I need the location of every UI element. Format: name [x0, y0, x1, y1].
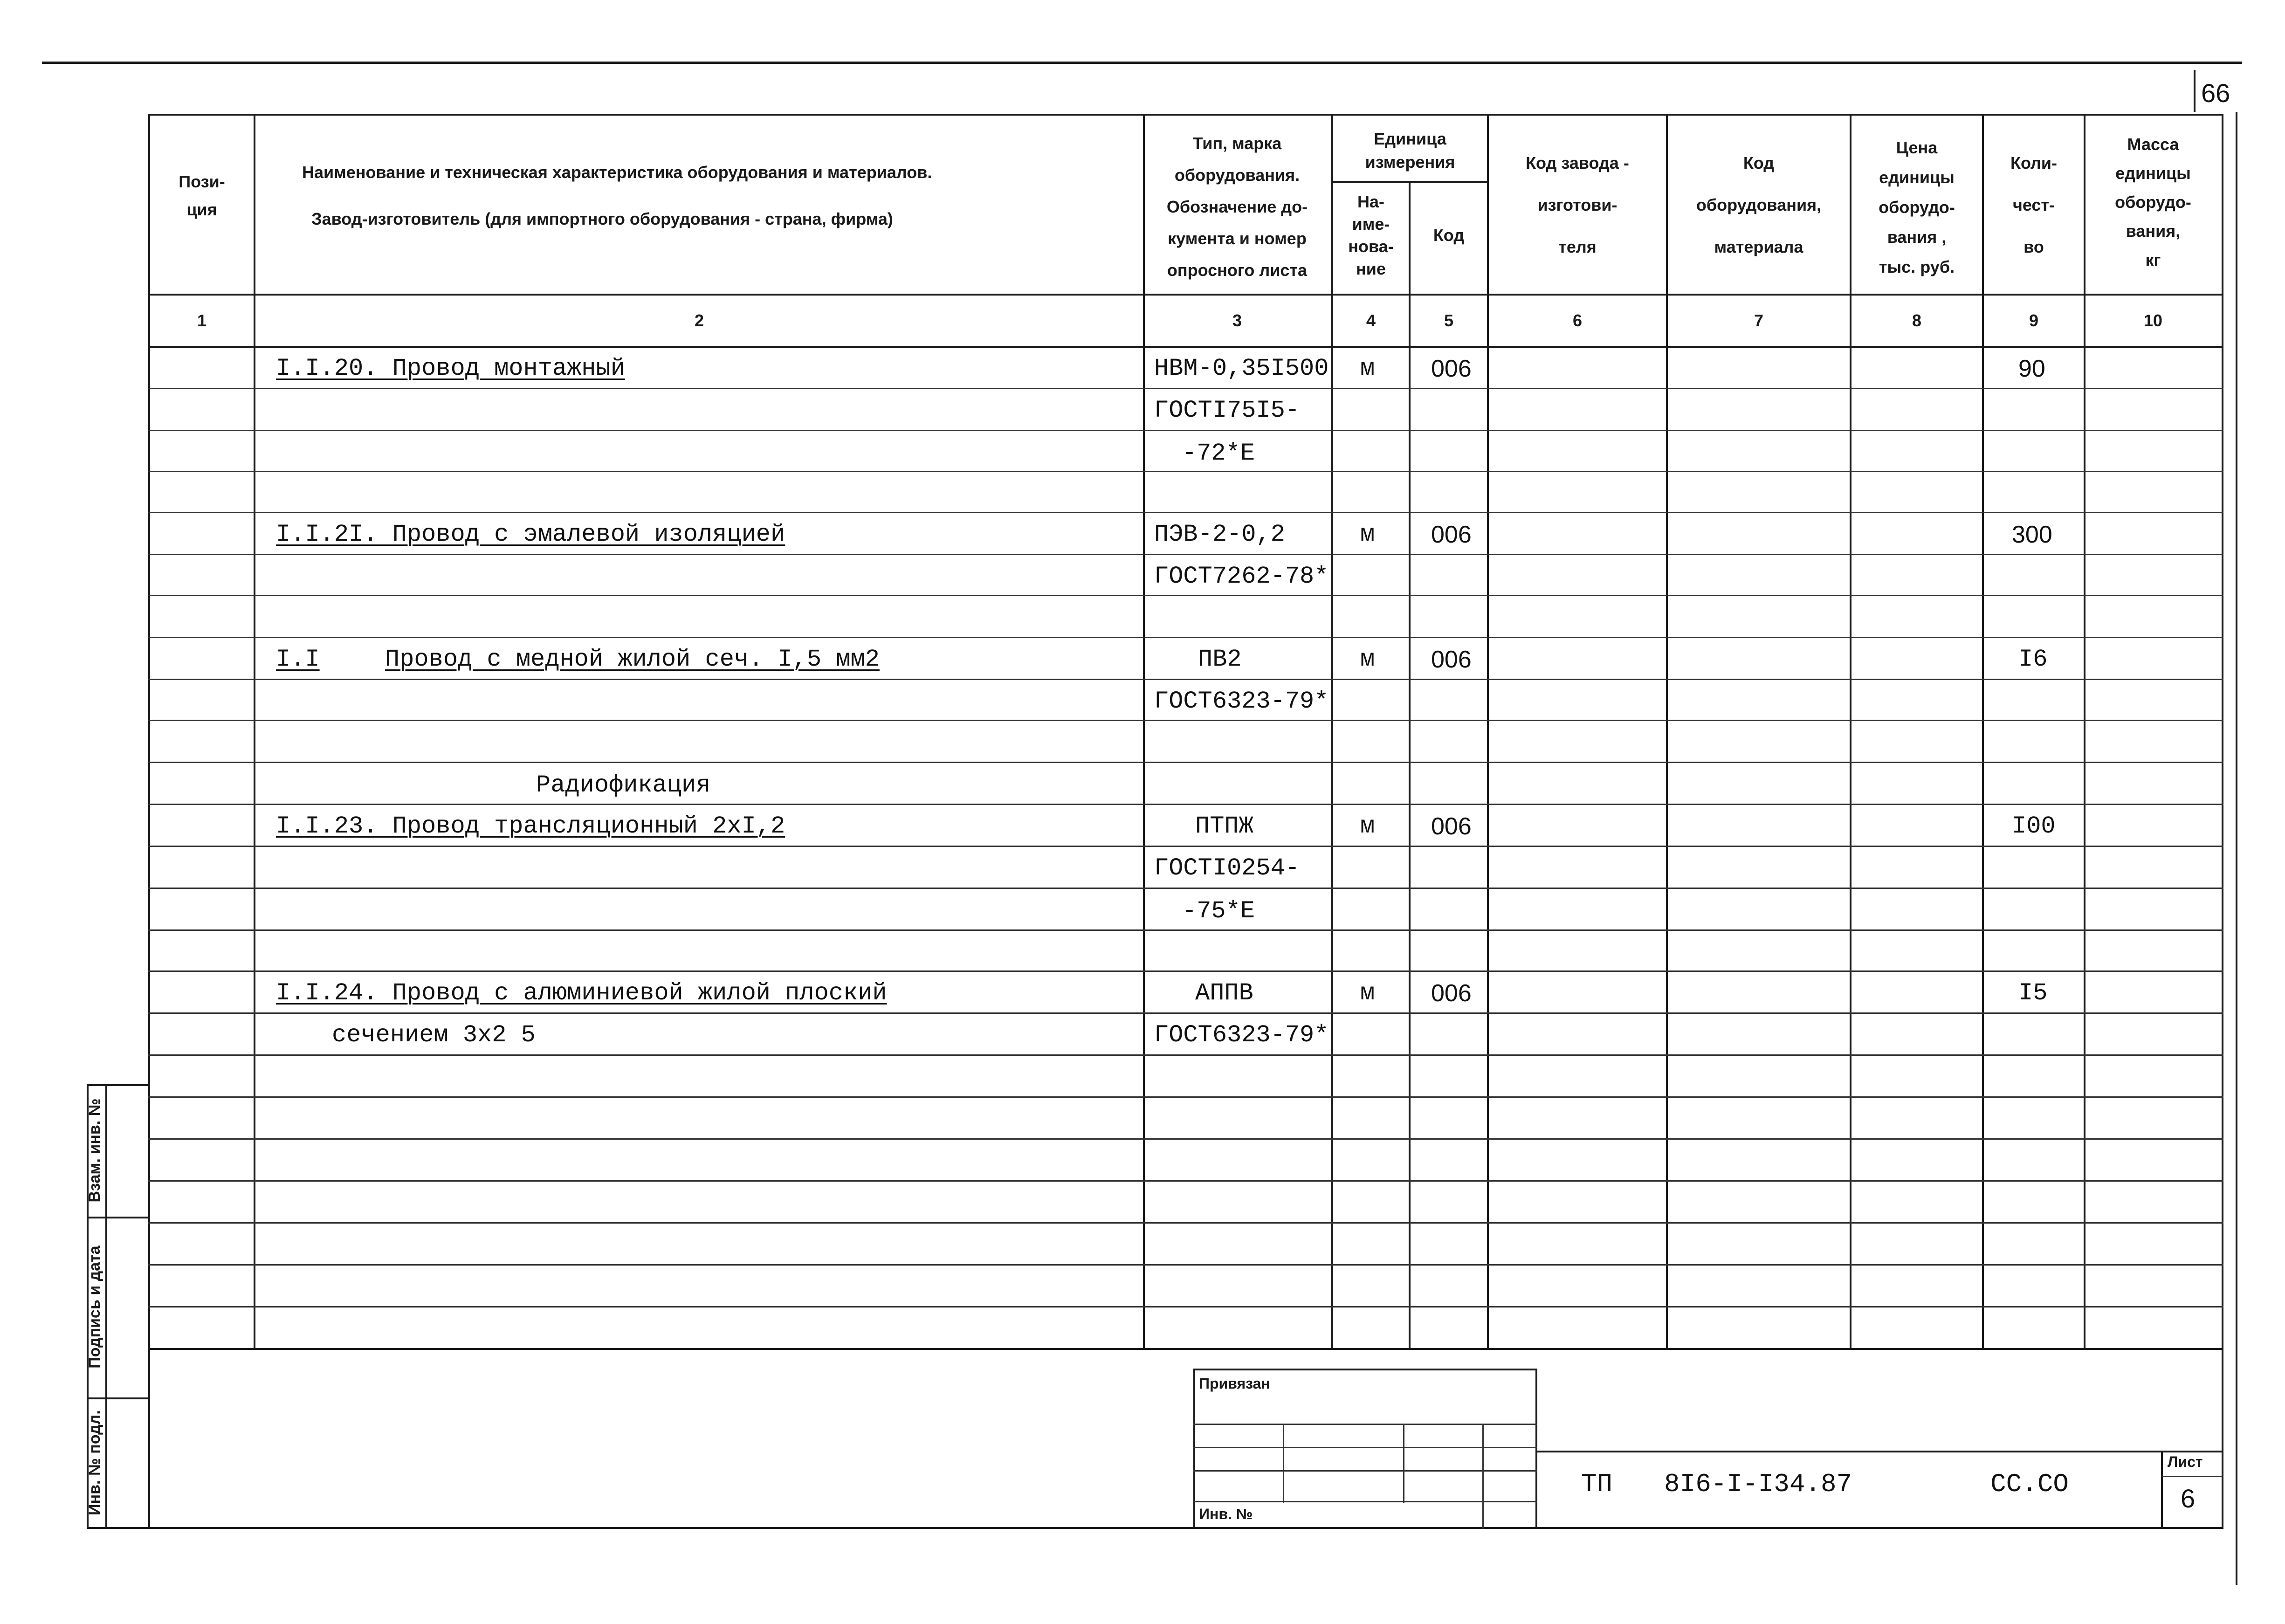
- row-11-qty: I00: [2012, 812, 2056, 840]
- frame-top: [148, 114, 2223, 116]
- col-number-9: 9: [2029, 311, 2039, 330]
- col-divider-8: [1982, 114, 1984, 1349]
- col-number-2: 2: [694, 311, 704, 330]
- row-16-name-sub: сечением 3х2 5: [332, 1021, 536, 1049]
- col-divider-6: [1666, 114, 1668, 1349]
- row-0-type: НВМ-0,35I500: [1154, 355, 1329, 382]
- sheet-box-mid: [2161, 1476, 2223, 1477]
- page-number-box-left: [2194, 70, 2196, 112]
- row-16-type: ГОСТ6323-79*: [1154, 1021, 1329, 1049]
- row-11-unit: м: [1360, 812, 1375, 840]
- right-trim-line: [2236, 112, 2237, 1585]
- stamp-box-col1: [1283, 1424, 1284, 1503]
- header-unit-name: На- име- нова- ние: [1348, 192, 1394, 278]
- header-factory-code: Код завода - изготови- теля: [1526, 153, 1629, 256]
- row-5-type: ГОСТ7262-78*: [1154, 563, 1329, 590]
- row-11-name: I.I.23. Провод трансляционный 2хI,2: [276, 812, 785, 840]
- row-15-name: I.I.24. Провод с алюминиевой жилой плоский: [276, 979, 887, 1007]
- row-4-name: I.I.2I. Провод с эмалевой изоляцией: [276, 521, 785, 548]
- row-line: [148, 970, 2223, 972]
- col-number-10: 10: [2143, 311, 2163, 330]
- row-4-code: 006: [1431, 521, 1472, 548]
- row-line: [148, 1306, 2223, 1307]
- col-number-4: 4: [1366, 311, 1376, 330]
- stamp-privyazan-label: Привязан: [1199, 1375, 1270, 1392]
- row-12-type: ГОСТI0254-: [1154, 854, 1300, 882]
- row-line: [148, 1180, 2223, 1182]
- side-label-signature-date: Подпись и дата: [86, 1246, 103, 1369]
- stamp-box-line4: [1193, 1501, 1537, 1502]
- row-7-unit: м: [1360, 646, 1375, 673]
- row-2-type: -72*Е: [1182, 440, 1255, 467]
- col-divider-7: [1850, 114, 1851, 1349]
- stamp-box-line2: [1193, 1447, 1537, 1448]
- body-bottom-line: [148, 1348, 2223, 1350]
- row-line: [148, 804, 2223, 805]
- header-price: Цена единицы оборудо- вания , тыс. руб.: [1879, 138, 1955, 276]
- header-unit-code: Код: [1433, 226, 1465, 245]
- row-7-name-position: I.I: [276, 646, 320, 673]
- header-quantity: Коли- чест- во: [2010, 153, 2058, 256]
- col-number-1: 1: [197, 311, 207, 330]
- stamp-box-top: [1193, 1369, 1537, 1370]
- col-number-7: 7: [1754, 311, 1764, 330]
- col-number-5: 5: [1444, 311, 1454, 330]
- row-7-type: ПВ2: [1198, 646, 1242, 673]
- header-position: Пози- ция: [179, 172, 225, 219]
- doc-code: 8I6-I-I34.87: [1664, 1469, 1852, 1499]
- row-0-unit: м: [1360, 355, 1375, 382]
- stamp-box-right: [1535, 1369, 1537, 1529]
- designation-top: [1535, 1451, 2222, 1452]
- col-divider-2: [1143, 114, 1145, 1349]
- row-15-qty: I5: [2018, 979, 2048, 1007]
- row-11-type: ПТПЖ: [1195, 812, 1253, 840]
- row-8-type: ГОСТ6323-79*: [1154, 688, 1329, 715]
- row-0-name: I.I.20. Провод монтажный: [276, 355, 625, 382]
- row-15-unit: м: [1360, 979, 1375, 1007]
- side-label-orig-inv: Инв. № подл.: [86, 1410, 103, 1515]
- row-15-code: 006: [1431, 980, 1472, 1007]
- stamp-box-line3: [1193, 1470, 1537, 1472]
- side-label-replace-inv: Взам. инв. №: [86, 1098, 103, 1203]
- row-4-unit: м: [1360, 521, 1375, 548]
- row-line: [148, 1264, 2223, 1266]
- col-divider-1: [254, 114, 255, 1349]
- section-heading-radio: Радиофикация: [536, 771, 711, 799]
- row-1-type: ГОСТI75I5-: [1154, 397, 1300, 424]
- top-border-line: [42, 62, 2242, 64]
- row-line: [148, 1096, 2223, 1098]
- row-0-code: 006: [1431, 355, 1472, 382]
- col-number-8: 8: [1912, 311, 1922, 330]
- stamp-box-col3: [1482, 1424, 1484, 1529]
- row-7-qty: I6: [2018, 646, 2048, 673]
- frame-bottom: [87, 1527, 2223, 1529]
- row-0-qty: 90: [2018, 355, 2045, 382]
- row-15-type: АППВ: [1195, 979, 1253, 1007]
- frame-right: [2222, 114, 2223, 1529]
- stamp-box-left: [1193, 1369, 1195, 1529]
- col-divider-9: [2084, 114, 2085, 1349]
- header-name-line1: Наименование и техническая характеристика оборудования и материалов.: [302, 163, 932, 182]
- row-line: [148, 762, 2223, 763]
- row-line: [148, 1138, 2223, 1140]
- header-unit: Единица измерения: [1365, 129, 1455, 172]
- row-4-qty: 300: [2012, 521, 2052, 548]
- row-7-name: Провод с медной жилой сеч. I,5 мм2: [385, 646, 880, 673]
- col-divider-5: [1487, 114, 1489, 1349]
- header-mass: Масса единицы оборудо- вания, кг: [2115, 135, 2191, 269]
- doc-prefix: ТП: [1581, 1469, 1613, 1499]
- col-divider-4: [1409, 181, 1411, 1349]
- row-11-code: 006: [1431, 813, 1472, 840]
- row-line: [148, 1222, 2223, 1224]
- header-type: Тип, марка оборудования. Обозначение до- кумента и номер опросного листа: [1166, 134, 1308, 280]
- col-number-3: 3: [1232, 311, 1242, 330]
- page-number: 66: [2201, 78, 2230, 108]
- row-4-type: ПЭВ-2-0,2: [1154, 521, 1285, 548]
- sheet-label: Лист: [2168, 1453, 2203, 1470]
- row-line: [148, 637, 2223, 638]
- sheet-number: 6: [2181, 1484, 2196, 1513]
- row-line: [148, 512, 2223, 513]
- sheet-box-left: [2161, 1451, 2163, 1529]
- header-name-line2: Завод-изготовитель (для импортного оборудования - страна, фирма): [311, 209, 893, 228]
- stamp-box-line1: [1193, 1424, 1537, 1425]
- row-13-type: -75*Е: [1182, 897, 1255, 925]
- row-7-code: 006: [1431, 646, 1472, 673]
- header-equipment-code: Код оборудования, материала: [1696, 153, 1822, 256]
- stamp-box-col2: [1403, 1424, 1404, 1503]
- col-number-6: 6: [1572, 311, 1583, 330]
- side-strip-div1: [87, 1217, 150, 1218]
- stamp-inv-label: Инв. №: [1199, 1506, 1253, 1522]
- col-divider-3: [1331, 114, 1333, 1349]
- doc-suffix: СС.СО: [1990, 1469, 2069, 1499]
